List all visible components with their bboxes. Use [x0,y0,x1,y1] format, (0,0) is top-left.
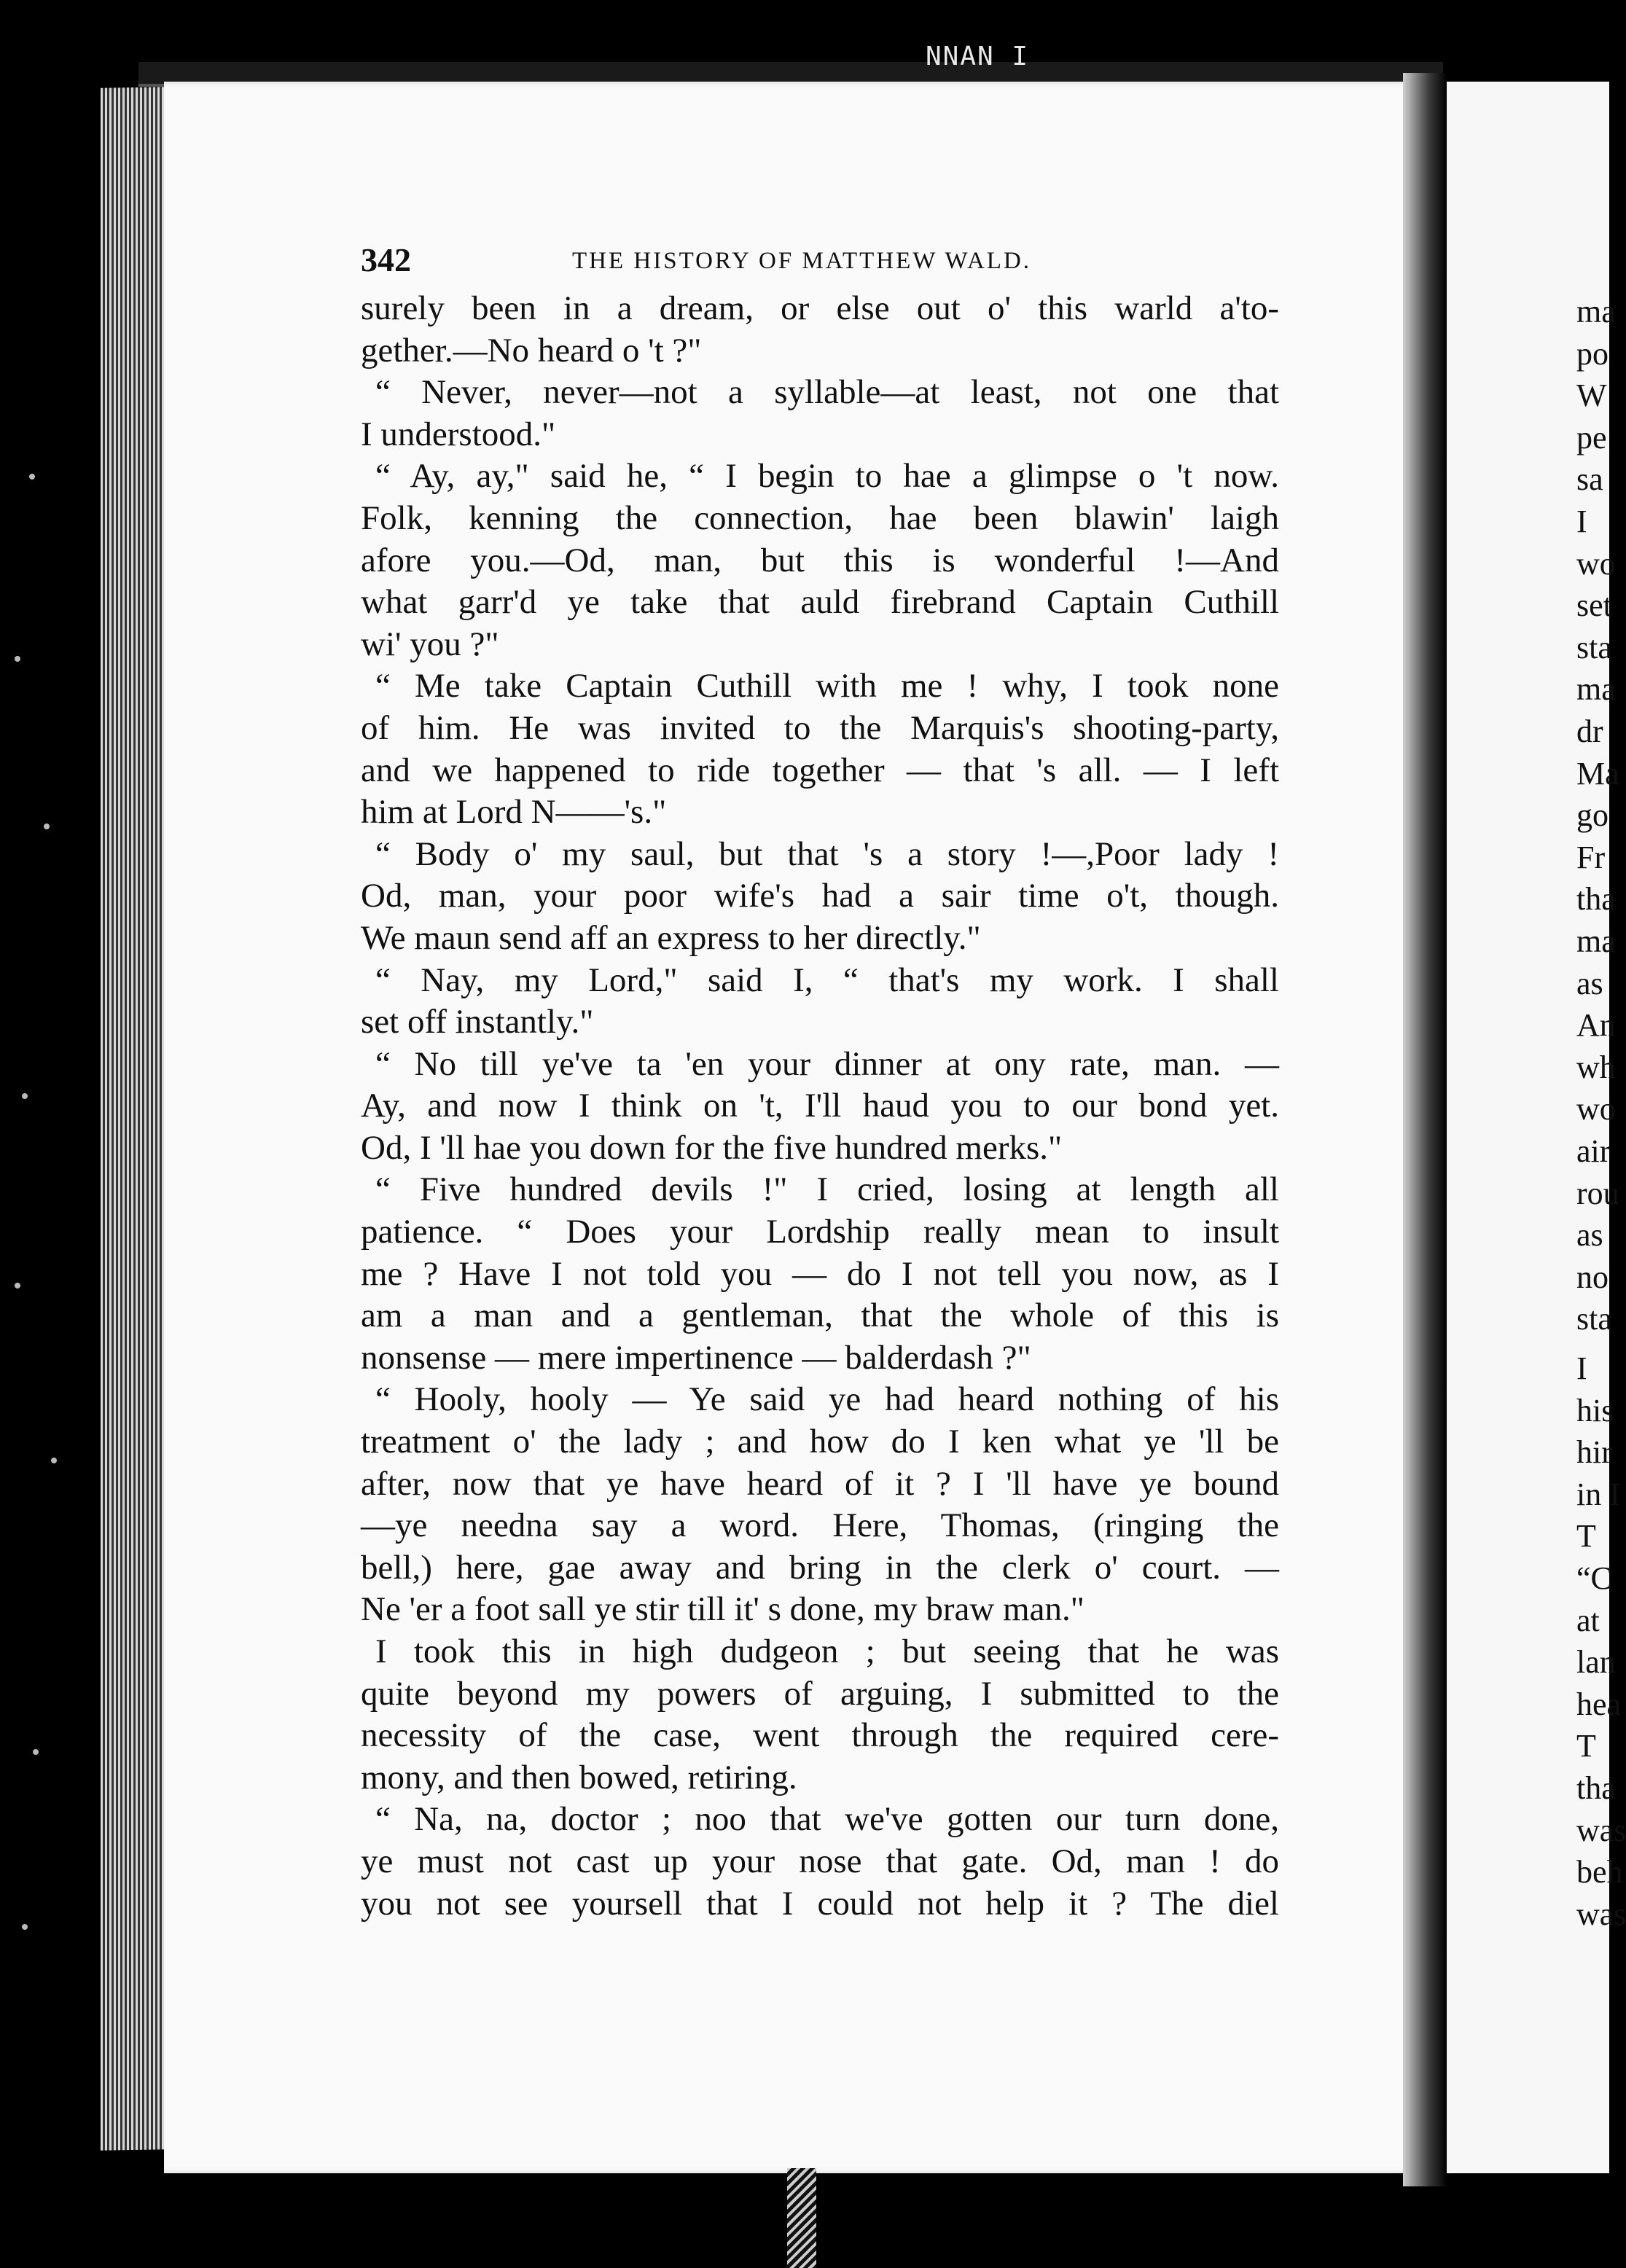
text-line: “ Ay, ay," said he, “ I begin to hae a glimpse o 't now. [375,457,1279,496]
text-line: Ay, and now I think on 't, I'll haud you to our bond yet. [361,1087,1279,1125]
text-line: bell,) here, gae away and bring in the clerk o' court. — [361,1548,1279,1587]
next-page-fragment: go [1576,797,1609,834]
next-page-fragment: was [1576,1896,1626,1932]
text-line: mony, and then bowed, retiring. [361,1758,797,1796]
text-line: surely been in a dream, or else out o' this warld a'to- [361,289,1279,327]
speck [15,1283,20,1289]
next-page-fragment: T [1576,1518,1596,1555]
next-page-fragment: wo [1576,1091,1616,1127]
next-page-fragment: ma [1576,294,1616,329]
next-page-fragment: hir [1576,1434,1612,1471]
speck [44,824,50,829]
next-page-fragment: set [1576,587,1612,624]
text-line: “ Body o' my saul, but that 's a story !—,Poor lady ! [375,834,1279,873]
text-line: nonsense — mere impertinence — balderdash ?" [361,1338,1031,1377]
text-line: you not see yoursell that I could not help it ? The diel [361,1884,1279,1923]
next-page-fragment: his [1576,1392,1614,1428]
text-line: I took this in high dudgeon ; but seeing that he was [375,1632,1279,1670]
next-page-fragment: dr [1576,713,1603,749]
speck [29,474,35,480]
text-line: treatment o' the lady ; and how do I ken what ye 'll be [361,1423,1279,1461]
next-page-fragment: was [1576,1812,1626,1848]
book-gutter [1403,73,1447,2186]
text-line: set off instantly." [361,1003,594,1041]
right-page-fragment [1447,82,1626,2173]
text-line: Folk, kenning the connection, hae been blawin' laigh [361,498,1279,537]
text-line: wi' you ?" [361,625,499,663]
text-line: “ Hooly, hooly — Ye said ye had heard nothing of his [375,1380,1279,1419]
text-line: quite beyond my powers of arguing, I submitted to the [361,1674,1279,1713]
text-line: “ Nay, my Lord," said I, “ that's my work. I shall [375,961,1279,999]
text-line: him at Lord N——'s." [361,793,667,832]
page-number: 342 [361,241,411,278]
text-line: what garr'd ye take that auld firebrand Captain Cuthill [361,583,1279,622]
text-line: ye must not cast up your nose that gate. Od, man ! do [361,1842,1279,1880]
body-text [361,288,1279,1925]
text-line: “ Never, never—not a syllable—at least, not one that [375,373,1279,412]
text-line: Ne 'er a foot sall ye stir till it' s done, my braw man." [361,1590,1084,1629]
text-line: gether.—No heard o 't ?" [361,331,702,369]
page-edges [101,87,166,2151]
next-page-fragment: as [1576,965,1603,1001]
next-page-fragment: sta [1576,629,1612,665]
next-page-fragment: W [1576,378,1607,414]
text-line: me ? Have I not told you — do I not tell you now, as I [361,1254,1279,1293]
next-page-fragment: rou [1576,1175,1619,1211]
text-line: “ Me take Captain Cuthill with me ! why, I took none [375,667,1279,705]
next-page-fragment: “C [1576,1560,1612,1596]
text-line: Od, I 'll hae you down for the five hundred merks." [361,1128,1063,1167]
text-line: We maun send aff an express to her directly." [361,918,981,957]
next-page-fragment: po [1576,335,1609,372]
next-page-fragment: no [1576,1259,1609,1295]
next-page-fragment: I [1576,504,1587,539]
next-page-fragment: sta [1576,1301,1612,1337]
text-line: I understood." [361,415,556,453]
next-page-fragment: air [1576,1133,1611,1169]
next-page-fragment: as [1576,1217,1603,1254]
running-head-title: THE HISTORY OF MATTHEW WALD. [572,248,1032,274]
text-line: “ No till ye've ta 'en your dinner at ony rate, man. — [375,1044,1279,1083]
next-page-fragment: I [1576,1350,1587,1386]
binding-thread [787,2168,816,2268]
text-line: patience. “ Does your Lordship really mean to insult [361,1213,1279,1251]
next-page-fragment: lan [1576,1644,1616,1681]
speck [15,656,20,662]
next-page-fragment: Ma [1576,755,1619,791]
text-line: and we happened to ride together — that 's all. — I left [361,751,1279,789]
next-page-fragment: beh [1576,1854,1623,1890]
text-line: of him. He was invited to the Marquis's shooting-party, [361,708,1279,747]
next-page-fragment: wh [1576,1049,1616,1085]
next-page-fragment: wo [1576,545,1616,582]
text-line: necessity of the case, went through the required cere- [361,1716,1279,1755]
text-line: —ye needna say a word. Here, Thomas, (ringing the [361,1506,1279,1545]
next-page-fragment: An [1576,1007,1616,1044]
next-page-fragment: T [1576,1728,1596,1764]
next-page-fragment: sa [1576,461,1603,498]
text-line: afore you.—Od, man, but this is wonderful !—And [361,541,1279,579]
next-page-fragment: tha [1576,1770,1616,1806]
next-page-fragment: in I [1576,1476,1620,1512]
text-line: “ Na, na, doctor ; noo that we've gotten our turn done, [375,1800,1279,1839]
text-line: Od, man, your poor wife's had a sair time o't, though. [361,877,1279,915]
text-line: am a man and a gentleman, that the whole of this is [361,1297,1279,1335]
speck [33,1749,39,1755]
text-line: after, now that ye have heard of it ? I 'll have ye bound [361,1464,1279,1503]
next-page-fragment: ma [1576,923,1616,959]
next-page-fragment: ma [1576,671,1616,708]
speck [51,1458,57,1463]
spine-label: NNAN I [926,42,1030,71]
speck [22,1093,28,1099]
next-page-fragment: pe [1576,419,1607,455]
speck [22,1924,28,1930]
next-page-fragment: at [1576,1602,1600,1638]
text-line: “ Five hundred devils !" I cried, losing at length all [375,1170,1279,1209]
next-page-fragment: hea [1576,1686,1622,1722]
next-page-fragment: tha [1576,881,1616,918]
next-page-fragment: Fr [1576,839,1606,875]
